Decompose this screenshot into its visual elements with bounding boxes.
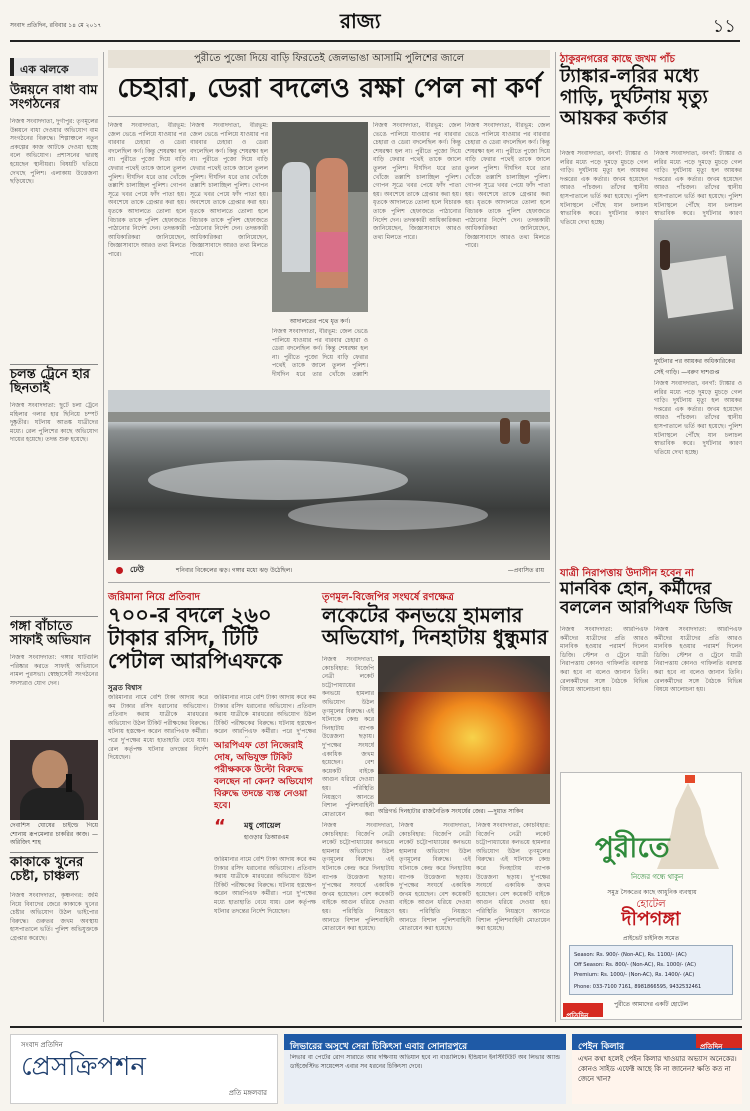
ad-contact: Phone: 033-7100 7161, 8981866595, 9432532461 bbox=[574, 984, 702, 990]
ad-hotel-pre: হোটেল bbox=[636, 899, 666, 910]
fine-kicker: জরিমানা নিয়ে প্রতিবাদ bbox=[108, 592, 200, 603]
column-divider bbox=[555, 52, 556, 1022]
temple-flag-icon bbox=[685, 775, 695, 783]
lead-body-col-1: নিজস্ব সংবাদদাতা, বীরভূম: জেল ভেঙে পালিয়ে যাওয়ার পর বারবার চেহারা ও ডেরা বদলেছিল কর্ণ। কিন্তু শেষরক্ষা হল না। পুরীতে পুজো দিয়ে বাড়ি ফেরার পথেই তাকে জালে তুলল পুলিশ। দীর্ঘদিন ধরে তার খোঁজে তল্লাশি চালাচ্ছিল পুলিশ। গোপন সূত্রে খবর পেয়ে ফাঁদ পাতা হয়। অবশেষে তাকে গ্রেপ্তার করা হয়। ধৃতকে আদালতে তোলা হলে বিচারক তাকে পুলিশ হেফাজতে পাঠানোর নির্দেশ দেন। তদন্তকারী আধিকারিকরা জানিয়েছেন, জিজ্ঞাসাবাদে আরও তথ্য মিলতে পারে। bbox=[108, 122, 186, 258]
fine-quote-role: হাওড়ার ডিআরএম bbox=[244, 834, 289, 841]
masthead-rule bbox=[10, 40, 740, 42]
wave-caption-text: শনিবার বিকেলের ঝড়। গঙ্গার মধ্যে ঝড় উঠেছিল। bbox=[176, 567, 293, 574]
ad-rate: Premium: Rs. 1000/- (Non-AC), Rs. 1400/- (AC) bbox=[574, 972, 695, 978]
locket-fire-photo bbox=[378, 656, 550, 804]
wave-caption-bullet bbox=[116, 567, 123, 574]
accident-photo bbox=[654, 220, 742, 354]
painkiller-headline: পেইন কিলার bbox=[578, 1042, 625, 1052]
speaker-photo-caption: দেবাশিস ঘোষের চাইল্ডে গিয়ে শোনায় রূপমেলার চাকরির কাজ। —অরিজিৎ শাহ bbox=[10, 822, 98, 847]
masthead-date: সংবাদ প্রতিদিন, রবিবার ১৪ মে ২০১৭ bbox=[10, 22, 102, 29]
liver-promo-body: লিভার বা পেটের রোগ সারাতে আর দক্ষিণায় অভিযান হবে না বাঙালিকে। ইন্ডিয়ান ইনস্টিটিউট অব লিভার অ্যান্ড ডাইজেস্টিভ সায়েন্সেস এবার সব ধরনের চিকিৎসা দেবে। bbox=[290, 1054, 560, 1070]
quote-mark-icon: “ bbox=[214, 816, 226, 837]
locket-story bbox=[322, 590, 550, 1020]
ad-brand: প্রতিদিন bbox=[566, 1012, 589, 1020]
ek-jhalke-label: এক ঝলকে bbox=[20, 63, 69, 76]
liver-promo[interactable] bbox=[284, 1034, 566, 1104]
locket-body-col-1b: নিজস্ব সংবাদদাতা, কোচবিহার: বিজেপি নেত্রী লকেট চট্টোপাধ্যায়ের কনভয়ে হামলার অভিযোগ উঠল তৃণমূলের বিরুদ্ধে। এই ঘটনাকে কেন্দ্র করে দিনহাটায় ব্যাপক উত্তেজনা ছড়ায়। দু'পক্ষের সংঘর্ষে একাধিক জখম হয়েছেন। বেশ কয়েকটি বাইকে আগুন ধরিয়ে দেওয়া হয়। পরিস্থিতি নিয়ন্ত্রণে আনতে বিশাল পুলিশবাহিনী মোতায়েন করা হয়েছে। bbox=[322, 822, 394, 933]
painkiller-body: এখন কথা হলেই পেইন কিলার খাওয়ার অভ্যাস অনেকের। কোনও সাইড এফেক্ট আছে কি না জানেন? ক্ষতি কত না জেনে খান? bbox=[578, 1055, 737, 1083]
fine-body-col-2b: জরিমানার নামে বেশি টাকা আদায় করে কম টাকার রসিদ ধরানোর অভিযোগ। প্রতিবাদ করায় যাত্রীকে মারধরের অভিযোগ উঠল টিকিট পরীক্ষকের বিরুদ্ধে। ঘটনায় হস্তক্ষেপ করেন আরপিএফ কর্মীরা। পরে দু'পক্ষের মধ্যে হাতাহাতি বেধে যায়। রেল কর্তৃপক্ষ ঘটনার তদন্তের নির্দেশ দিয়েছেন। bbox=[214, 856, 316, 915]
lead-body-col-2: নিজস্ব সংবাদদাতা, বীরভূম: জেল ভেঙে পালিয়ে যাওয়ার পর বারবার চেহারা ও ডেরা বদলেছিল কর্ণ। কিন্তু শেষরক্ষা হল না। পুরীতে পুজো দিয়ে বাড়ি ফেরার পথেই তাকে জালে তুলল পুলিশ। দীর্ঘদিন ধরে তার খোঁজে তল্লাশি চালাচ্ছিল পুলিশ। গোপন সূত্রে খবর পেয়ে ফাঁদ পাতা হয়। অবশেষে তাকে গ্রেপ্তার করা হয়। ধৃতকে আদালতে তোলা হলে বিচারক তাকে পুলিশ হেফাজতে পাঠানোর নির্দেশ দেন। তদন্তকারী আধিকারিকরা জানিয়েছেন, জিজ্ঞাসাবাদে আরও তথ্য মিলতে পারে। bbox=[190, 122, 268, 258]
wave-photo-credit: —প্রবাসিত রায় bbox=[507, 567, 544, 574]
ad-footer: পুরীতে আমাদের একটি হোটেল bbox=[614, 1001, 688, 1008]
lead-body-col-4: নিজস্ব সংবাদদাতা, বীরভূম: জেল ভেঙে পালিয়ে যাওয়ার পর বারবার চেহারা ও ডেরা বদলেছিল কর্ণ। কিন্তু শেষরক্ষা হল না। পুরীতে পুজো দিয়ে বাড়ি ফেরার পথেই তাকে জালে তুলল পুলিশ। দীর্ঘদিন ধরে তার খোঁজে তল্লাশি চালাচ্ছিল পুলিশ। গোপন সূত্রে খবর পেয়ে ফাঁদ পাতা হয়। অবশেষে তাকে গ্রেপ্তার করা হয়। ধৃতকে আদালতে তোলা হলে বিচারক তাকে পুলিশ হেফাজতে পাঠানোর নির্দেশ দেন। তদন্তকারী আধিকারিকরা জানিয়েছেন, জিজ্ঞাসাবাদে আরও তথ্য মিলতে পারে। bbox=[465, 122, 550, 250]
brief-body: নিজস্ব সংবাদদাতা: ছুটে চলা ট্রেনে মহিলার গলার হার ছিনিয়ে চম্পট দুষ্কৃতীর। ঘটনায় আতঙ্ক যাত্রীদের মধ্যে। রেল পুলিশের কাছে অভিযোগ দায়ের হয়েছে। তদন্ত শুরু হয়েছে। bbox=[10, 402, 98, 444]
ad-rate: Off Season: Rs. 800/- (Non-AC), Rs. 1000/- (AC) bbox=[574, 962, 697, 968]
accident-headline[interactable]: ট্যাঙ্কার-লরির মধ্যে গাড়ি, দুর্ঘটনায় মৃত্যু আয়কর কর্তার bbox=[560, 65, 708, 129]
bottom-brand: প্রতিদিন bbox=[700, 1043, 723, 1051]
hotel-ad[interactable] bbox=[560, 772, 742, 1020]
brief-headline[interactable]: উন্নয়নে বাধা বাম সংগঠনের bbox=[10, 83, 98, 113]
ad-tagline: নিজের গন্ধে থাকুন bbox=[631, 873, 684, 881]
fine-headline[interactable]: ৭০০-র বদলে ২৬০ টাকার রসিদ, টিটি পেটাল আরপিএফকে bbox=[108, 603, 283, 674]
locket-fire-photo-smoke bbox=[378, 656, 550, 692]
accident-body-col-1: নিজস্ব সংবাদদাতা, বনগাঁ: ট্যাঙ্কার ও লরির মধ্যে পড়ে দুমড়ে মুচড়ে গেল গাড়ি। দুর্ঘটনায় মৃত্যু হল আয়কর দপ্তরের এক কর্তার। জখম হয়েছেন আরও পাঁচজন। তাঁদের স্থানীয় হাসপাতালে ভর্তি করা হয়েছে। পুলিশ ঘটনাস্থলে পৌঁছে যান চলাচল স্বাভাবিক করে। দুর্ঘটনার কারণ খতিয়ে দেখা হচ্ছে। bbox=[560, 150, 648, 226]
wave-photo-person bbox=[520, 420, 530, 444]
rpf-headline[interactable]: মানবিক হোন, কর্মীদের বললেন আরপিএফ ডিজি bbox=[560, 579, 732, 618]
locket-photo-caption: অগ্নিগর্ভ দিনহাটার রাজনৈতিক সংঘর্ষের জের। —দুয়াত সাকিব bbox=[378, 808, 524, 815]
section-rule bbox=[108, 582, 550, 583]
liver-promo-head-bar bbox=[284, 1034, 566, 1050]
locket-kicker: তৃণমূল-বিজেপির সংঘর্ষে রণক্ষেত্র bbox=[322, 592, 454, 603]
ad-title: পুরীতে bbox=[595, 831, 670, 864]
ad-rates-box bbox=[569, 945, 733, 995]
lead-kicker-bar bbox=[108, 50, 550, 68]
brief-headline[interactable]: চলন্ত ট্রেনে হার ছিনতাই bbox=[10, 367, 90, 397]
bottom-strip bbox=[10, 1026, 742, 1106]
lead-kicker: পুরীতে পুজো দিয়ে বাড়ি ফিরতেই জেলভাঙা আসামি পুলিশের জালে bbox=[193, 53, 465, 64]
wave-photo-shore bbox=[108, 412, 550, 422]
magazine-promo[interactable] bbox=[10, 1034, 278, 1104]
lead-body-col-3: নিজস্ব সংবাদদাতা, বীরভূম: জেল ভেঙে পালিয়ে যাওয়ার পর বারবার চেহারা ও ডেরা বদলেছিল কর্ণ। কিন্তু শেষরক্ষা হল না। পুরীতে পুজো দিয়ে বাড়ি ফেরার পথেই তাকে জালে তুলল পুলিশ। দীর্ঘদিন ধরে তার খোঁজে তল্লাশি চালাচ্ছিল পুলিশ। গোপন সূত্রে খবর পেয়ে ফাঁদ পাতা হয়। অবশেষে তাকে গ্রেপ্তার করা হয়। ধৃতকে আদালতে তোলা হলে বিচারক তাকে পুলিশ হেফাজতে পাঠানোর নির্দেশ দেন। তদন্তকারী আধিকারিকরা জানিয়েছেন, জিজ্ঞাসাবাদে আরও তথ্য মিলতে পারে। bbox=[373, 122, 461, 241]
rpf-story bbox=[560, 566, 742, 766]
accident-photo-caption: দুর্ঘটনার পর আয়কর অধিকারিকের সেই গাড়ি। —বরুণ দাশগুপ্ত bbox=[654, 358, 736, 376]
speaker-head-shape bbox=[32, 750, 68, 790]
locket-fire-photo-ground bbox=[378, 774, 550, 804]
magazine-pre: সংবাদ প্রতিদিন bbox=[21, 1041, 63, 1049]
accident-body-col-2b: নিজস্ব সংবাদদাতা, বনগাঁ: ট্যাঙ্কার ও লরির মধ্যে পড়ে দুমড়ে মুচড়ে গেল গাড়ি। দুর্ঘটনায় মৃত্যু হল আয়কর দপ্তরের এক কর্তার। জখম হয়েছেন আরও পাঁচজন। তাঁদের স্থানীয় হাসপাতালে ভর্তি করা হয়েছে। পুলিশ ঘটনাস্থলে পৌঁছে যান চলাচল স্বাভাবিক করে। দুর্ঘটনার কারণ খতিয়ে দেখা হচ্ছে। bbox=[654, 380, 742, 456]
lead-headline-rule bbox=[108, 116, 550, 117]
wave-photo-foam bbox=[288, 500, 488, 530]
accident-photo-wreck bbox=[661, 256, 734, 319]
locket-headline[interactable]: লকেটের কনভয়ে হামলার অভিযোগ, দিনহাটায় ধুন্ধুমার bbox=[322, 603, 548, 649]
wave-caption-label: ঢেউ bbox=[130, 565, 145, 574]
lead-photo-shorts bbox=[316, 232, 348, 272]
fine-quote-box bbox=[214, 740, 316, 852]
rpf-body-col-2: নিজস্ব সংবাদদাতা: আরপিএফ কর্মীদের যাত্রীদের প্রতি আরও মানবিক হওয়ার পরামর্শ দিলেন ডিজি। স্টেশন ও ট্রেনে যাত্রী নিরাপত্তায় কোনও গাফিলতি বরদাস্ত করা হবে না বলেও জানান তিনি। রেলকর্মীদের সঙ্গে বৈঠকে বিভিন্ন বিষয়ে আলোচনা হয়। bbox=[654, 626, 742, 694]
microphone-icon bbox=[66, 774, 72, 792]
fine-byline: সুব্রত বিশ্বাস bbox=[108, 684, 142, 692]
column-divider bbox=[103, 52, 104, 1022]
page-number: ১১ bbox=[712, 16, 736, 37]
lead-photo-caption: আদালতের পথে ধৃত কর্ণ। bbox=[289, 318, 351, 325]
accident-photo-person bbox=[660, 240, 670, 270]
bottom-brand-badge bbox=[696, 1034, 742, 1051]
masthead bbox=[10, 8, 740, 38]
brief-body: নিজস্ব সংবাদদাতা, কৃষ্ণনগর: জমি নিয়ে বিবাদের জেরে কাকাকে খুনের চেষ্টার অভিযোগ উঠল ভাইপোর বিরুদ্ধে। গুরুতর জখম অবস্থায় হাসপাতালে ভর্তি। পুলিশ অভিযুক্তকে গ্রেপ্তার করেছে। bbox=[10, 892, 98, 942]
wave-photo bbox=[108, 390, 550, 560]
speaker-photo bbox=[10, 740, 98, 820]
lead-photo-officer bbox=[282, 162, 310, 272]
fine-story bbox=[108, 590, 316, 1020]
brief-headline[interactable]: গঙ্গা বাঁচাতে সাফাই অভিযান bbox=[10, 619, 91, 649]
rpf-kicker: যাত্রী নিরাপত্তায় উদাসীন হবেন না bbox=[560, 568, 694, 579]
left-column bbox=[10, 50, 98, 1020]
section-title: রাজ্য bbox=[340, 9, 381, 33]
locket-body-col-1: নিজস্ব সংবাদদাতা, কোচবিহার: বিজেপি নেত্রী লকেট চট্টোপাধ্যায়ের কনভয়ে হামলার অভিযোগ উঠল তৃণমূলের বিরুদ্ধে। এই ঘটনাকে কেন্দ্র করে দিনহাটায় ব্যাপক উত্তেজনা ছড়ায়। দু'পক্ষের সংঘর্ষে একাধিক জখম হয়েছেন। বেশ কয়েকটি বাইকে আগুন ধরিয়ে দেওয়া হয়। পরিস্থিতি নিয়ন্ত্রণে আনতে বিশাল পুলিশবাহিনী মোতায়েন করা bbox=[322, 656, 374, 818]
lead-photo bbox=[272, 122, 368, 312]
wave-photo-foam bbox=[148, 460, 408, 500]
brief-headline[interactable]: কাকাকে খুনের চেষ্টা, চাঞ্চল্য bbox=[10, 855, 84, 885]
wave-caption-bar bbox=[108, 562, 550, 578]
liver-promo-headline: লিভারের অসুখে সেরা চিকিৎসা এবার সোনারপুরে bbox=[290, 1042, 468, 1052]
magazine-title: প্রেসক্রিপশন bbox=[21, 1052, 146, 1082]
locket-body-col-3: নিজস্ব সংবাদদাতা, কোচবিহার: বিজেপি নেত্রী লকেট চট্টোপাধ্যায়ের কনভয়ে হামলার অভিযোগ উঠল তৃণমূলের বিরুদ্ধে। এই ঘটনাকে কেন্দ্র করে দিনহাটায় ব্যাপক উত্তেজনা ছড়ায়। দু'পক্ষের সংঘর্ষে একাধিক জখম হয়েছেন। বেশ কয়েকটি বাইকে আগুন ধরিয়ে দেওয়া হয়। পরিস্থিতি নিয়ন্ত্রণে আনতে বিশাল পুলিশবাহিনী মোতায়েন করা হয়েছে। bbox=[476, 822, 550, 933]
fine-body-col-1: জরিমানার নামে বেশি টাকা আদায় করে কম টাকার রসিদ ধরানোর অভিযোগ। প্রতিবাদ করায় যাত্রীকে মারধরের অভিযোগ উঠল টিকিট পরীক্ষকের বিরুদ্ধে। ঘটনায় হস্তক্ষেপ করেন আরপিএফ কর্মীরা। পরে দু'পক্ষের মধ্যে হাতাহাতি বেধে যায়। রেল কর্তৃপক্ষ ঘটনার তদন্তের নির্দেশ দিয়েছেন। bbox=[108, 694, 208, 762]
brief-divider bbox=[10, 852, 98, 853]
fine-quote: আরপিএফ তো নিজেরাই দোষ, অভিযুক্ত টিকিট পরীক্ষককে উল্টো বিরুদ্ধে বলছেন না কেন? অভিযোগ বিরুদ্ধে তদন্তে ব্যস্ত নেওয়া হবে। bbox=[214, 741, 313, 811]
lead-body-under-photo: নিজস্ব সংবাদদাতা, বীরভূম: জেল ভেঙে পালিয়ে যাওয়ার পর বারবার চেহারা ও ডেরা বদলেছিল কর্ণ। কিন্তু শেষরক্ষা হল না। পুরীতে পুজো দিয়ে বাড়ি ফেরার পথেই তাকে জালে তুলল পুলিশ। দীর্ঘদিন ধরে তার খোঁজে তল্লাশি bbox=[272, 328, 368, 378]
ad-rate: Season: Rs. 900/- (Non-AC), Rs. 1100/- (AC) bbox=[574, 952, 687, 958]
ad-hotel-sub: প্রাইভেট চাইনিজ সমেত bbox=[622, 935, 680, 942]
brief-divider bbox=[10, 364, 98, 365]
lead-headline[interactable]: চেহারা, ডেরা বদলেও রক্ষা পেল না কর্ণ bbox=[117, 73, 541, 104]
brief-divider bbox=[10, 616, 98, 617]
accident-kicker: ঠাকুরনগরের কাছে জখম পাঁচ bbox=[560, 54, 675, 65]
accident-body-col-2: নিজস্ব সংবাদদাতা, বনগাঁ: ট্যাঙ্কার ও লরির মধ্যে পড়ে দুমড়ে মুচড়ে গেল গাড়ি। দুর্ঘটনায় মৃত্যু হল আয়কর দপ্তরের এক কর্তার। জখম হয়েছেন আরও পাঁচজন। তাঁদের স্থানীয় হাসপাতালে ভর্তি করা হয়েছে। পুলিশ ঘটনাস্থলে পৌঁছে যান চলাচল স্বাভাবিক করে। দুর্ঘটনার কারণ bbox=[654, 150, 742, 218]
fine-body-col-2: জরিমানার নামে বেশি টাকা আদায় করে কম টাকার রসিদ ধরানোর অভিযোগ। প্রতিবাদ করায় যাত্রীকে মারধরের অভিযোগ উঠল টিকিট পরীক্ষকের বিরুদ্ধে। ঘটনায় হস্তক্ষেপ করেন আরপিএফ কর্মীরা। পরে দু'পক্ষের bbox=[214, 694, 316, 736]
ad-offer: সমুদ্র সৈকতের কাছে আধুনিক ব্যবস্থায় bbox=[607, 889, 697, 896]
ad-hotel-name: দীপগঙ্গা bbox=[621, 908, 681, 930]
brief-body: নিজস্ব সংবাদদাতা, দুর্গাপুর: তৃণমূলের উন্নয়নে বাধা দেওয়ার অভিযোগ বাম সংগঠনের বিরুদ্ধে। শিল্পাঞ্চলে নতুন প্রকল্পের কাজ আটকে দেওয়া হচ্ছে বলে অভিযোগ। প্রশাসনের দ্বারস্থ হয়েছেন স্থানীয়রা। বিষয়টি খতিয়ে দেখছে পুলিশ। এলাকায় উত্তেজনা ছড়িয়েছে। bbox=[10, 118, 98, 186]
magazine-day: প্রতি মঙ্গলবার bbox=[228, 1089, 267, 1097]
brief-body: নিজস্ব সংবাদদাতা: গঙ্গার ঘাটগুলি পরিষ্কার করতে সাফাই অভিযানে নামল পুরসভা। স্বেচ্ছাসেবী সংগঠনের সদস্যরাও যোগ দেন। bbox=[10, 654, 98, 687]
rpf-body-col-1: নিজস্ব সংবাদদাতা: আরপিএফ কর্মীদের যাত্রীদের প্রতি আরও মানবিক হওয়ার পরামর্শ দিলেন ডিজি। স্টেশন ও ট্রেনে যাত্রী নিরাপত্তায় কোনও গাফিলতি বরদাস্ত করা হবে না বলেও জানান তিনি। রেলকর্মীদের সঙ্গে বৈঠকে বিভিন্ন বিষয়ে আলোচনা হয়। bbox=[560, 626, 648, 694]
ek-jhalke-banner bbox=[10, 58, 98, 76]
locket-body-col-2: নিজস্ব সংবাদদাতা, কোচবিহার: বিজেপি নেত্রী লকেট চট্টোপাধ্যায়ের কনভয়ে হামলার অভিযোগ উঠল তৃণমূলের বিরুদ্ধে। এই ঘটনাকে কেন্দ্র করে দিনহাটায় ব্যাপক উত্তেজনা ছড়ায়। দু'পক্ষের সংঘর্ষে একাধিক জখম হয়েছেন। বেশ কয়েকটি বাইকে আগুন ধরিয়ে দেওয়া হয়। পরিস্থিতি নিয়ন্ত্রণে আনতে বিশাল পুলিশবাহিনী মোতায়েন করা হয়েছে। bbox=[399, 822, 471, 933]
ad-brand-badge bbox=[563, 1003, 603, 1020]
speaker-body-shape bbox=[20, 788, 84, 820]
fine-quote-author: মধু গোয়েল bbox=[244, 821, 281, 830]
wave-photo-person bbox=[500, 418, 510, 444]
